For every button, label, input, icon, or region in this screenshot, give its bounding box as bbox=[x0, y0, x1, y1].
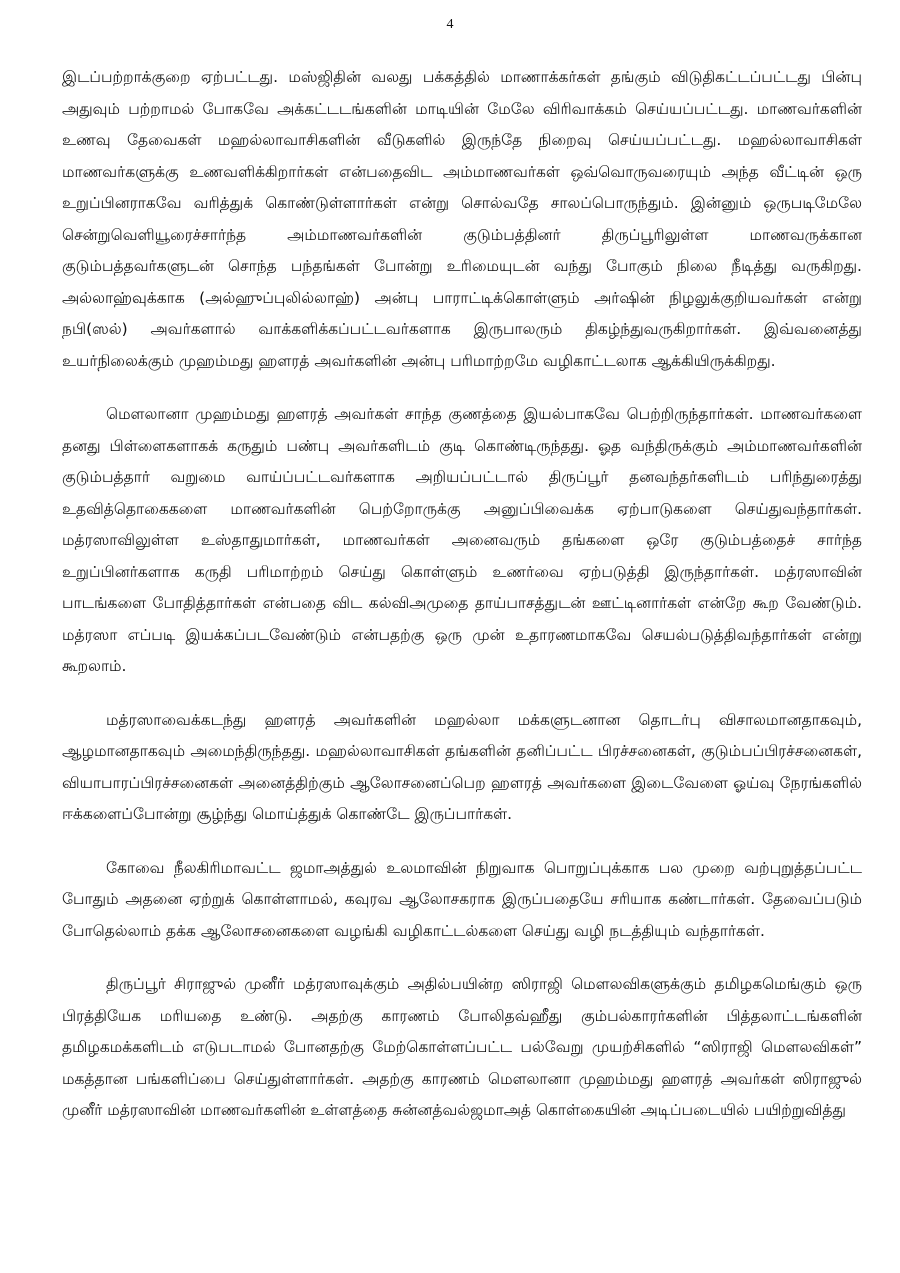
paragraph-5: திருப்பூர் சிராஜுல் முனீர் மத்ரஸாவுக்கும் அதில்பயின்ற ஸிராஜி மௌலவிகளுக்கும் தமிழகமெங்கும் ஒரு பிரத்தியேக மரியதை உண்டு. அதற்கு காரணம் போலிதவ்ஹீது கும்பல்காரர்களின் பித்தலாட்டங்களின் தமிழகமக்களிடம் எடுபடாமல் போனதற்கு மேற்கொள்ளப்பட்ட பல்வேறு முயற்சிகளில் “ஸிராஜி மௌலவிகள்” மகத்தான பங்களிப்பை செய்துள்ளார்கள். அதற்கு காரணம் மௌலானா முஹம்மது ஹளரத் அவர்கள் ஸிராஜுல் முனீர் மத்ரஸாவின் மாணவர்களின் உள்ளத்தை சுன்னத்வல்ஜமாஅத் கொள்கையின் அடிப்படையில் பயிற்றுவித்து bbox=[62, 975, 862, 1119]
paragraph-4: கோவை நீலகிரிமாவட்ட ஜமாஅத்துல் உலமாவின் நிறுவாக பொறுப்புக்காக பல முறை வற்புறுத்தப்பட்ட போதும் அதனை ஏற்றுக் கொள்ளாமல், கவுரவ ஆலோசகராக இருப்பதையே சரியாக கண்டார்கள். தேவைப்படும் போதெல்லாம் தக்க ஆலோசனைகளை வழங்கி வழிகாட்டல்களை செய்து வழி நடத்தியும் வந்தார்கள். bbox=[62, 858, 862, 940]
page-number: 4 bbox=[446, 17, 454, 32]
paragraph-1: இடப்பற்றாக்குறை ஏற்பட்டது. மஸ்ஜிதின் வலது பக்கத்தில் மாணாக்கர்கள் தங்கும் விடுதிகட்டப்பட்டது பின்பு அதுவும் பற்றாமல் போகவே அக்கட்டடங்களின் மாடியின் மேலே விரிவாக்கம் செய்யப்பட்டது. மாணவர்களின் உணவு தேவைகள் மஹல்லாவாசிகளின் வீடுகளில் இருந்தே நிறைவு செய்யப்பட்டது. மஹல்லாவாசிகள் மாணவர்களுக்கு உணவளிக்கிறார்கள் என்பதைவிட அம்மாணவர்கள் ஒவ்வொருவரையும் அந்த வீட்டின் ஒரு உறுப்பினராகவே வரித்துக் கொண்டுள்ளார்கள் என்று சொல்வதே சாலப்பொருந்தும். இன்னும் ஒருபடிமேலே சென்றுவெளியூரைச்சார்ந்த அம்மாணவர்களின் குடும்பத்தினர் திருப்பூரிலுள்ள மாணவருக்கான குடும்பத்தவர்களுடன் சொந்த பந்தங்கள் போன்று உரிமையுடன் வந்து போகும் நிலை நீடித்து வருகிறது. அல்லாஹ்வுக்காக (அல்ஹுப்புலில்லாஹ்) அன்பு பாராட்டிக்கொள்ளும் அர்ஷின் நிழலுக்குறியவர்கள் என்று நபி(ஸல்) அவர்களால் வாக்களிக்கப்பட்டவர்களாக இருபாலரும் திகழ்ந்துவருகிறார்கள். இவ்வனைத்து உயர்நிலைக்கும் முஹம்மது ஹளரத் அவர்களின் அன்பு பரிமாற்றமே வழிகாட்டலாக ஆக்கியிருக்கிறது. bbox=[62, 68, 862, 370]
document-body bbox=[62, 62, 862, 1149]
paragraph-3: மத்ரஸாவைக்கடந்து ஹளரத் அவர்களின் மஹல்லா மக்களுடனான தொடர்பு விசாலமானதாகவும், ஆழமானதாகவும் அமைந்திருந்தது. மஹல்லாவாசிகள் தங்களின் தனிப்பட்ட பிரச்சனைகள், குடும்பப்பிரச்சனைகள், வியாபாரப்பிரச்சனைகள் அனைத்திற்கும் ஆலோசனைப்பெற ஹளரத் அவர்களை இடைவேளை ஓய்வு நேரங்களில் ஈக்களைப்போன்று சூழ்ந்து மொய்த்துக் கொண்டே இருப்பார்கள். bbox=[62, 710, 862, 823]
paragraph-2: மௌலானா முஹம்மது ஹளரத் அவர்கள் சாந்த குணத்தை இயல்பாகவே பெற்றிருந்தார்கள். மாணவர்களை தனது பிள்ளைகளாகக் கருதும் பண்பு அவர்களிடம் குடி கொண்டிருந்தது. ஓத வந்திருக்கும் அம்மாணவர்களின் குடும்பத்தார் வறுமை வாய்ப்பட்டவர்களாக அறியப்பட்டால் திருப்பூர் தனவந்தர்களிடம் பரிந்துரைத்து உதவித்தொகைகளை மாணவர்களின் பெற்றோருக்கு அனுப்பிவைக்க ஏற்பாடுகளை செய்துவந்தார்கள். மத்ரஸாவிலுள்ள உஸ்தாதுமார்கள், மாணவர்கள் அனைவரும் தங்களை ஒரே குடும்பத்தைச் சார்ந்த உறுப்பினர்களாக கருதி பரிமாற்றம் செய்து கொள்ளும் உணர்வை ஏற்படுத்தி இருந்தார்கள். மத்ரஸாவின் பாடங்களை போதித்தார்கள் என்பதை விட கல்விஅமுதை தாய்பாசத்துடன் ஊட்டினார்கள் என்றே கூற வேண்டும். மத்ரஸா எப்படி இயக்கப்படவேண்டும் என்பதற்கு ஒரு முன் உதாரணமாகவே செயல்படுத்திவந்தார்கள் என்று கூறலாம். bbox=[62, 405, 862, 675]
